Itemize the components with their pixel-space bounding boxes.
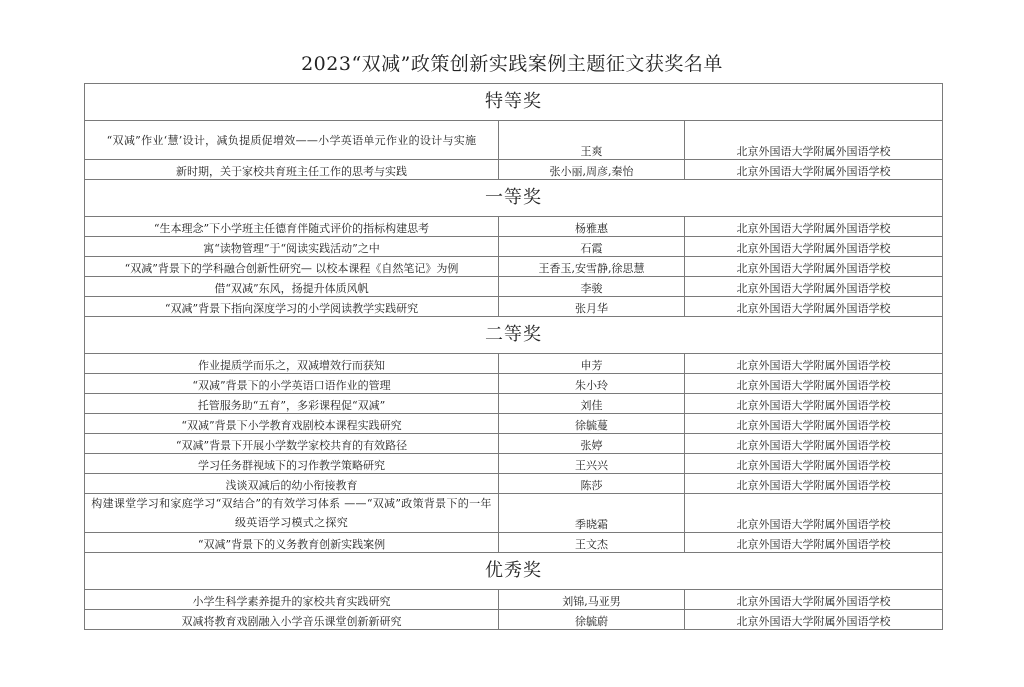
authors: 张月华 bbox=[499, 297, 685, 317]
school: 北京外国语大学附属外国语学校 bbox=[685, 297, 943, 317]
authors: 申芳 bbox=[499, 354, 685, 374]
school: 北京外国语大学附属外国语学校 bbox=[685, 414, 943, 434]
paper-title: “双减”背景下的学科融合创新性研究— 以校本课程《自然笔记》为例 bbox=[85, 257, 499, 277]
authors: 张小丽,周彦,秦怡 bbox=[499, 160, 685, 180]
school: 北京外国语大学附属外国语学校 bbox=[685, 121, 943, 160]
school: 北京外国语大学附属外国语学校 bbox=[685, 610, 943, 630]
section-title: 二等奖 bbox=[85, 317, 943, 354]
authors: 朱小玲 bbox=[499, 374, 685, 394]
section-header-first-prize bbox=[85, 180, 943, 217]
awards-table bbox=[84, 83, 943, 630]
school: 北京外国语大学附属外国语学校 bbox=[685, 217, 943, 237]
paper-title: 浅谈双减后的幼小衔接教育 bbox=[85, 474, 499, 494]
authors: 李骏 bbox=[499, 277, 685, 297]
section-title: 优秀奖 bbox=[85, 553, 943, 590]
paper-title: 新时期，关于家校共育班主任工作的思考与实践 bbox=[85, 160, 499, 180]
table-row bbox=[85, 474, 943, 494]
paper-title: “双减”背景下的小学英语口语作业的管理 bbox=[85, 374, 499, 394]
school: 北京外国语大学附属外国语学校 bbox=[685, 454, 943, 474]
paper-title: “双减”背景下指向深度学习的小学阅读教学实践研究 bbox=[85, 297, 499, 317]
school: 北京外国语大学附属外国语学校 bbox=[685, 494, 943, 533]
authors: 季晓霜 bbox=[499, 494, 685, 533]
school: 北京外国语大学附属外国语学校 bbox=[685, 374, 943, 394]
paper-title: 借“双减”东风，扬提升体质风帆 bbox=[85, 277, 499, 297]
table-row bbox=[85, 257, 943, 277]
school: 北京外国语大学附属外国语学校 bbox=[685, 533, 943, 553]
table-row bbox=[85, 297, 943, 317]
table-row bbox=[85, 590, 943, 610]
school: 北京外国语大学附属外国语学校 bbox=[685, 434, 943, 454]
paper-title: 托管服务助“五育”，多彩课程促“双减” bbox=[85, 394, 499, 414]
table-row bbox=[85, 217, 943, 237]
section-title: 一等奖 bbox=[85, 180, 943, 217]
table-row bbox=[85, 277, 943, 297]
paper-title: 寓“读物管理”于“阅读实践活动”之中 bbox=[85, 237, 499, 257]
paper-title: “双减”背景下开展小学数学家校共育的有效路径 bbox=[85, 434, 499, 454]
table-row bbox=[85, 374, 943, 394]
authors: 陈莎 bbox=[499, 474, 685, 494]
paper-title: “双减”背景下小学教育戏剧校本课程实践研究 bbox=[85, 414, 499, 434]
table-row bbox=[85, 494, 943, 533]
table-row bbox=[85, 121, 943, 160]
school: 北京外国语大学附属外国语学校 bbox=[685, 394, 943, 414]
table-row bbox=[85, 610, 943, 630]
section-title: 特等奖 bbox=[85, 84, 943, 121]
document-title: 2023“双减”政策创新实践案例主题征文获奖名单 bbox=[301, 53, 723, 75]
paper-title: “双减”作业‘慧’设计，减负提质促增效——小学英语单元作业的设计与实施 bbox=[85, 121, 499, 160]
authors: 刘锦,马亚男 bbox=[499, 590, 685, 610]
authors: 徐毓蔚 bbox=[499, 610, 685, 630]
table-row bbox=[85, 160, 943, 180]
school: 北京外国语大学附属外国语学校 bbox=[685, 237, 943, 257]
authors: 王文杰 bbox=[499, 533, 685, 553]
school: 北京外国语大学附属外国语学校 bbox=[685, 160, 943, 180]
school: 北京外国语大学附属外国语学校 bbox=[685, 277, 943, 297]
authors: 徐毓蔓 bbox=[499, 414, 685, 434]
paper-title: 作业提质学而乐之，双减增效行而获知 bbox=[85, 354, 499, 374]
paper-title: 双减将教育戏剧融入小学音乐课堂创新新研究 bbox=[85, 610, 499, 630]
paper-title: 学习任务群视域下的习作教学策略研究 bbox=[85, 454, 499, 474]
table-row bbox=[85, 354, 943, 374]
table-row bbox=[85, 394, 943, 414]
section-header-second-prize bbox=[85, 317, 943, 354]
authors: 王兴兴 bbox=[499, 454, 685, 474]
school: 北京外国语大学附属外国语学校 bbox=[685, 257, 943, 277]
authors: 王香玉,安雪静,徐思慧 bbox=[499, 257, 685, 277]
school: 北京外国语大学附属外国语学校 bbox=[685, 474, 943, 494]
section-header-excellence-award bbox=[85, 553, 943, 590]
school: 北京外国语大学附属外国语学校 bbox=[685, 590, 943, 610]
paper-title: 小学生科学素养提升的家校共育实践研究 bbox=[85, 590, 499, 610]
authors: 刘佳 bbox=[499, 394, 685, 414]
paper-title: “双减”背景下的义务教育创新实践案例 bbox=[85, 533, 499, 553]
paper-title: “生本理念”下小学班主任德育伴随式评价的指标构建思考 bbox=[85, 217, 499, 237]
authors: 石霞 bbox=[499, 237, 685, 257]
table-row bbox=[85, 533, 943, 553]
table-row bbox=[85, 434, 943, 454]
table-row bbox=[85, 414, 943, 434]
section-header-special-award bbox=[85, 84, 943, 121]
paper-title: 构建课堂学习和家庭学习“双结合”的有效学习体系 ——“双减”政策背景下的一年级英语学习模式之探究 bbox=[85, 494, 499, 533]
authors: 杨雅惠 bbox=[499, 217, 685, 237]
school: 北京外国语大学附属外国语学校 bbox=[685, 354, 943, 374]
authors: 王爽 bbox=[499, 121, 685, 160]
table-row bbox=[85, 237, 943, 257]
authors: 张婷 bbox=[499, 434, 685, 454]
table-row bbox=[85, 454, 943, 474]
